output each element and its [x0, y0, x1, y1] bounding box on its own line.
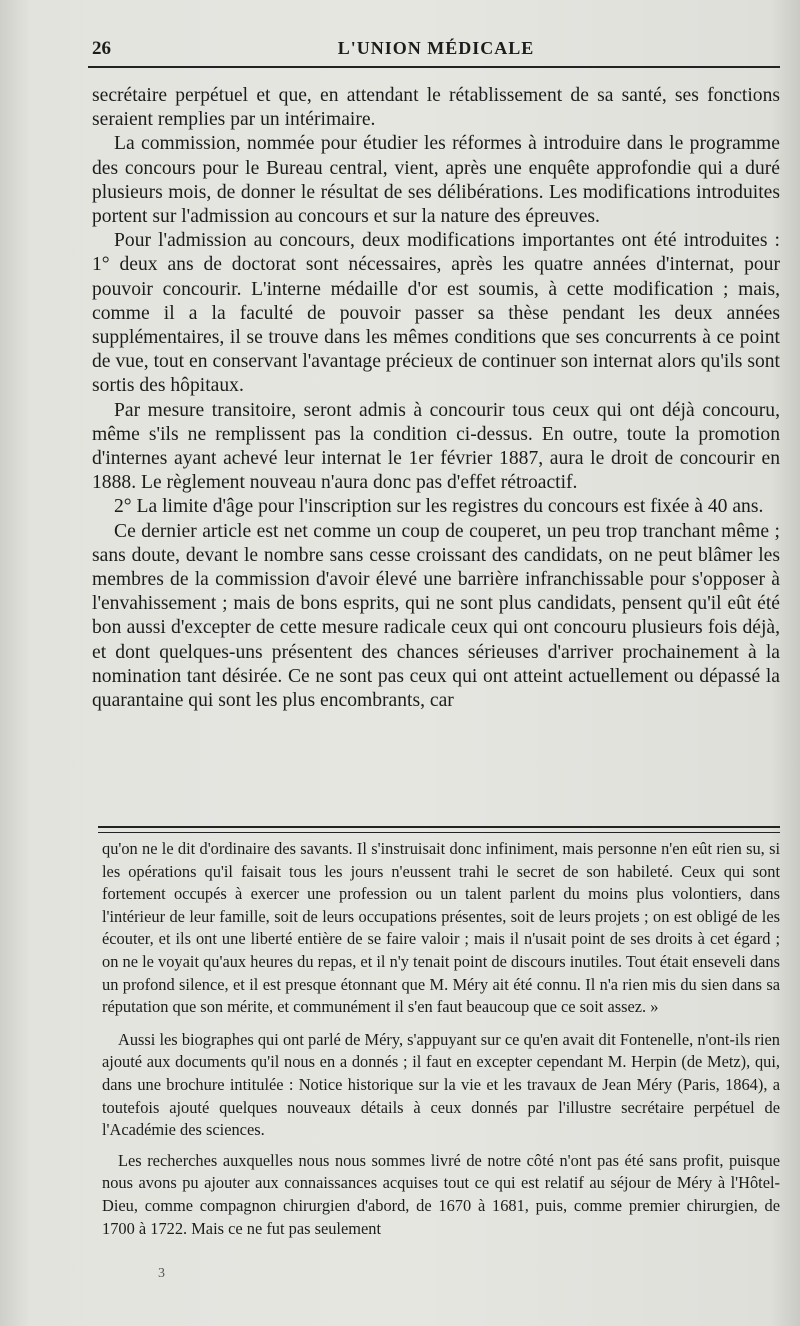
footnote-paragraph: Aussi les biographes qui ont parlé de Méry, s'appuyant sur ce qu'en avait dit Fontenelle, n'ont-ils rien ajouté aux documents qu'il nous en a donnés ; il faut en excepter cependant M. Herpin (de Metz), qui, dans une brochure intitulée : Notice historique sur la vie et les travaux de Jean Méry (Paris, 1864), a toutefois ajouté quelques nouveaux détails à ceux donnés par l'illustre secrétaire perpétuel de l'Académie des sciences.	[102, 1029, 780, 1140]
running-header	[92, 34, 780, 64]
running-title: L'UNION MÉDICALE	[337, 38, 535, 58]
footnote-quote: qu'on ne le dit d'ordinaire des savants. Il s'instruisait donc infiniment, mais personne n'en eût rien su, si les opérations qu'il faisait tous les jours n'eussent trahi le secret de son habileté. Ceux qui sont fortement occupés à exercer une profession ou un talent parlent du moins plus volontiers, dans l'intérieur de leur famille, soit de leurs occupations présentes, soit de leurs projets ; on est obligé de les écouter, et ils ont une liberté entière de se faire valoir ; mais il n'usait point de ses droits à cet égard ; on ne le voyait qu'aux heures du repas, et il n'y tenait point de discours inutiles. Tout était enseveli dans un profond silence, et il est presque étonnant que M. Méry ait été connu. Il n'a rien mis du sien dans sa réputation que son mérite, et communément il s'en faut beaucoup que ce soit assez. »	[102, 839, 780, 1017]
paragraph: Ce dernier article est net comme un coup de couperet, un peu trop tranchant même ; sans doute, devant le nombre sans cesse croissant des candidats, on ne peut blâmer les membres de la commission d'avoir élevé une barrière infranchissable pour s'opposer à l'envahissement ; mais de bons esprits, qui ne sont plus candidats, pensent qu'il eût été bon aussi d'excepter de cette mesure radicale ceux qui ont concouru plusieurs fois déjà, et dont quelques-uns présentent des chances sérieuses d'arriver prochainement à la nomination tant désirée. Ce ne sont pas ceux qui ont atteint actuellement ou dépassé la quarantaine qui sont les plus encombrants, car	[92, 520, 780, 712]
paragraph: 2° La limite d'âge pour l'inscription sur les registres du concours est fixée à 40 ans.	[114, 496, 764, 518]
paragraph: La commission, nommée pour étudier les réformes à introduire dans le programme des concours pour le Bureau central, vient, après une enquête approfondie qui a duré plusieurs mois, de donner le résultat de ses délibérations. Les modifications introduites portent sur l'admission au concours et sur la nature des épreuves.	[92, 133, 780, 228]
paragraph: Par mesure transitoire, seront admis à concourir tous ceux qui ont déjà concouru, même s'ils ne remplissent pas la condition ci-dessus. En outre, toute la promotion d'internes ayant achevé leur internat le 1er février 1887, aura le droit de concourir en 1888. Le règlement nouveau n'aura donc pas d'effet rétroactif.	[92, 399, 780, 494]
footnotes	[102, 838, 780, 1240]
footnote-paragraph: Les recherches auxquelles nous nous sommes livré de notre côté n'ont pas été sans profit, puisque nous avons pu ajouter aux connaissances acquises tout ce qui est relatif au séjour de Méry à l'Hôtel-Dieu, comme compagnon chirurgien d'abord, de 1670 à 1681, puis, comme premier chirurgien, de 1700 à 1722. Mais ce ne fut pas seulement	[102, 1150, 780, 1238]
paragraph: Pour l'admission au concours, deux modifications importantes ont été introduites : 1° deux ans de doctorat sont nécessaires, après les quatre années d'internat, pour pouvoir concourir. L'interne médaille d'or est soumis, à cette modification ; mais, comme il a la faculté de pouvoir passer sa thèse pendant les deux années supplémentaires, il se trouve dans les mêmes conditions que ses concurrents à ce point de vue, tout en conservant l'avantage précieux de continuer son internat alors qu'ils sont sortis des hôpitaux.	[92, 230, 780, 397]
paragraph: secrétaire perpétuel et que, en attendant le rétablissement de sa santé, ses fonctions seraient remplies par un intérimaire.	[92, 85, 780, 131]
page-number: 26	[92, 38, 111, 59]
footnote-separator	[98, 826, 780, 833]
main-text	[92, 84, 780, 713]
header-rule	[88, 66, 780, 68]
signature-mark: 3	[158, 1266, 165, 1281]
